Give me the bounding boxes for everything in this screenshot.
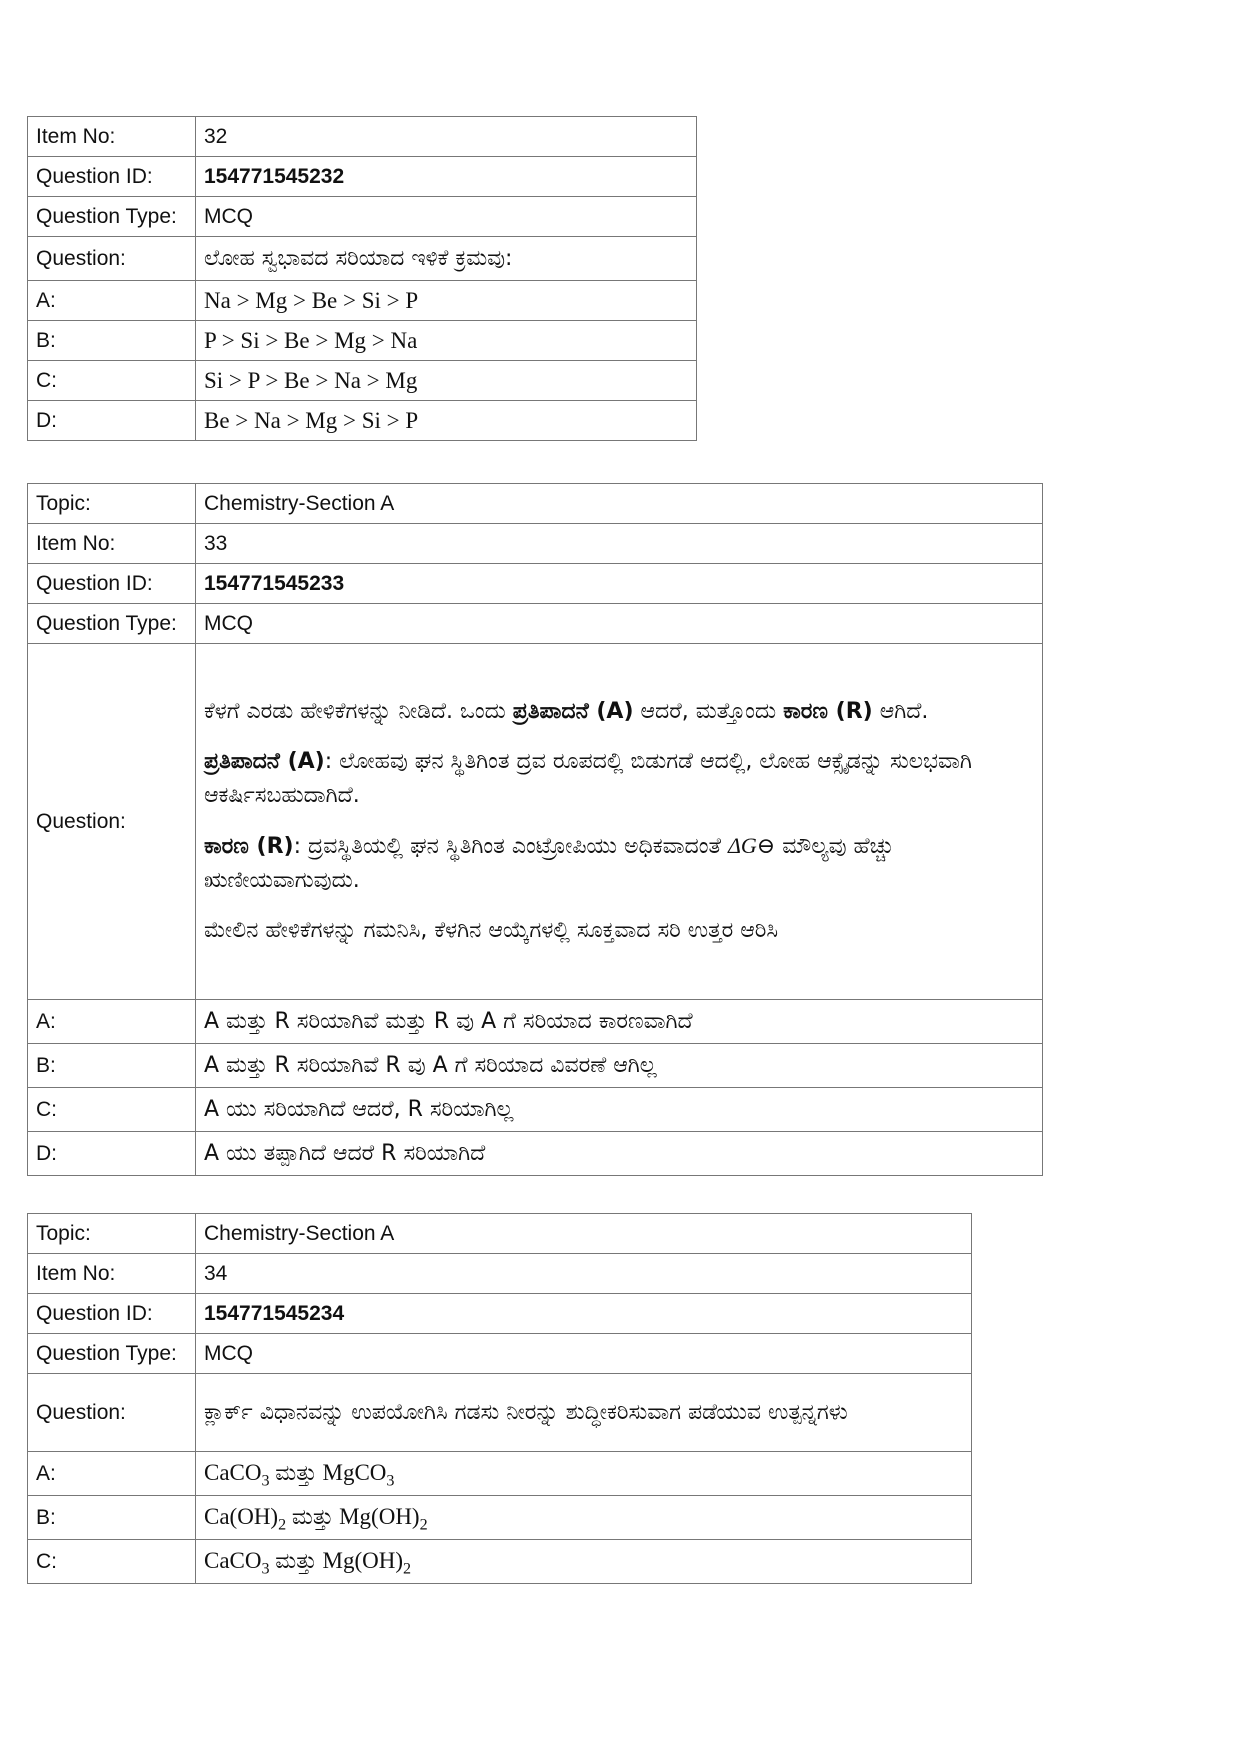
question-33-table — [27, 483, 1043, 1176]
formula-subscript: 2 — [403, 1560, 412, 1578]
option-a-label: A: — [28, 1452, 196, 1496]
question-text: ಲೋಹ ಸ್ವಭಾವದ ಸರಿಯಾದ ಇಳಿಕೆ ಕ್ರಮವು: — [196, 237, 697, 281]
question-id-label: Question ID: — [28, 564, 196, 604]
delta-g-symbol: ΔG⊖ — [727, 833, 776, 858]
topic-value: Chemistry-Section A — [196, 1214, 972, 1254]
question-id-label: Question ID: — [28, 1294, 196, 1334]
formula-part: Mg(OH) — [339, 1503, 420, 1529]
intro-text-3: ಆಗಿದೆ. — [879, 699, 929, 724]
item-no-label: Item No: — [28, 524, 196, 564]
option-d-text: A ಯು ತಪ್ಪಾಗಿದೆ ಆದರೆ R ಸರಿಯಾಗಿದೆ — [196, 1132, 1043, 1176]
intro-text-1: ಕೆಳಗೆ ಎರಡು ಹೇಳಿಕೆಗಳನ್ನು ನೀಡಿದೆ. ಒಂದು — [204, 699, 506, 724]
question-text: ಕ್ಲಾರ್ಕ್ ವಿಧಾನವನ್ನು ಉಪಯೋಗಿಸಿ ಗಡಸು ನೀರನ್ನು ಶುದ್ಧೀಕರಿಸುವಾಗ ಪಡೆಯುವ ಉತ್ಪನ್ನಗಳು — [196, 1374, 972, 1452]
question-body — [196, 644, 1043, 1000]
assertion-label: ಪ್ರತಿಪಾದನೆ (A) — [204, 749, 325, 774]
instruction-text: ಮೇಲಿನ ಹೇಳಿಕೆಗಳನ್ನು ಗಮನಿಸಿ, ಕೆಳಗಿನ ಆಯ್ಕೆಗಳಲ್ಲಿ ಸೂಕ್ತವಾದ ಸರಿ ಉತ್ತರ ಆರಿಸಿ — [204, 918, 779, 943]
formula-part: CaCO — [204, 1459, 262, 1485]
question-label: Question: — [28, 237, 196, 281]
question-type-value: MCQ — [196, 604, 1043, 644]
question-34-table — [27, 1213, 972, 1584]
option-c-text: Si > P > Be > Na > Mg — [196, 361, 697, 401]
option-b-label: B: — [28, 321, 196, 361]
formula-part: Mg(OH) — [322, 1547, 403, 1573]
question-id-value: 154771545232 — [196, 157, 697, 197]
question-id-value: 154771545234 — [196, 1294, 972, 1334]
intro-text-2: ಆದರೆ, ಮತ್ತೊಂದು — [640, 699, 777, 724]
question-label: Question: — [28, 644, 196, 1000]
question-intro — [204, 691, 1034, 733]
option-c-label: C: — [28, 361, 196, 401]
option-a-text: A ಮತ್ತು R ಸರಿಯಾಗಿವೆ ಮತ್ತು R ವು A ಗೆ ಸರಿಯಾದ ಕಾರಣವಾಗಿದೆ — [196, 1000, 1043, 1044]
intro-assertion: ಪ್ರತಿಪಾದನೆ (A) — [512, 699, 634, 724]
reason-text: : ದ್ರವಸ್ಥಿತಿಯಲ್ಲಿ ಘನ ಸ್ಥಿತಿಗಿಂತ ಎಂಟ್ರೋಪಿಯು ಅಧಿಕವಾದಂತೆ — [293, 834, 721, 859]
option-d-label: D: — [28, 1132, 196, 1176]
question-type-value: MCQ — [196, 197, 697, 237]
question-id-value: 154771545233 — [196, 564, 1043, 604]
conjunction: ಮತ್ತು — [275, 1548, 317, 1574]
item-no-value: 33 — [196, 524, 1043, 564]
question-type-label: Question Type: — [28, 604, 196, 644]
option-b-text — [196, 1496, 972, 1540]
assertion-statement — [204, 741, 1034, 817]
option-b-label: B: — [28, 1044, 196, 1088]
option-b-label: B: — [28, 1496, 196, 1540]
option-a-text: Na > Mg > Be > Si > P — [196, 281, 697, 321]
formula-part: MgCO — [322, 1459, 387, 1485]
option-c-label: C: — [28, 1088, 196, 1132]
formula-subscript: 2 — [278, 1516, 287, 1534]
question-type-label: Question Type: — [28, 197, 196, 237]
option-a-label: A: — [28, 1000, 196, 1044]
formula-subscript: 2 — [419, 1516, 428, 1534]
option-b-text: A ಮತ್ತು R ಸರಿಯಾಗಿವೆ R ವು A ಗೆ ಸರಿಯಾದ ವಿವರಣೆ ಆಗಿಲ್ಲ — [196, 1044, 1043, 1088]
option-c-text: A ಯು ಸರಿಯಾಗಿದೆ ಆದರೆ, R ಸರಿಯಾಗಿಲ್ಲ — [196, 1088, 1043, 1132]
item-no-value: 32 — [196, 117, 697, 157]
topic-label: Topic: — [28, 484, 196, 524]
assertion-text: : ಲೋಹವು ಘನ ಸ್ಥಿತಿಗಿಂತ ದ್ರವ ರೂಪದಲ್ಲಿ ಬಿಡುಗಡೆ ಆದಲ್ಲಿ, ಲೋಹ ಆಕ್ಸೈಡನ್ನು ಸುಲಭವಾಗಿ ಆಕರ್ಷಿಸಬಹುದಾಗಿದೆ. — [204, 749, 972, 808]
conjunction: ಮತ್ತು — [291, 1504, 334, 1530]
formula-part: CaCO — [204, 1547, 262, 1573]
question-id-label: Question ID: — [28, 157, 196, 197]
item-no-label: Item No: — [28, 117, 196, 157]
question-type-value: MCQ — [196, 1334, 972, 1374]
option-a-label: A: — [28, 281, 196, 321]
reason-label: ಕಾರಣ (R) — [204, 834, 294, 859]
question-label: Question: — [28, 1374, 196, 1452]
formula-subscript: 3 — [261, 1560, 270, 1578]
topic-label: Topic: — [28, 1214, 196, 1254]
option-c-text — [196, 1540, 972, 1584]
formula-subscript: 3 — [261, 1472, 270, 1490]
item-no-value: 34 — [196, 1254, 972, 1294]
conjunction: ಮತ್ತು — [275, 1460, 317, 1486]
formula-part: Ca(OH) — [204, 1503, 279, 1529]
option-b-text: P > Si > Be > Mg > Na — [196, 321, 697, 361]
question-type-label: Question Type: — [28, 1334, 196, 1374]
reason-text-2: ಮೌಲ್ಯವು ಹೆಚ್ಚು ಋಣೀಯವಾಗುವುದು. — [204, 834, 894, 893]
option-a-text — [196, 1452, 972, 1496]
reason-statement — [204, 825, 1034, 902]
item-no-label: Item No: — [28, 1254, 196, 1294]
option-d-label: D: — [28, 401, 196, 441]
formula-subscript: 3 — [386, 1472, 395, 1490]
option-d-text: Be > Na > Mg > Si > P — [196, 401, 697, 441]
option-c-label: C: — [28, 1540, 196, 1584]
intro-reason: ಕಾರಣ (R) — [783, 699, 873, 724]
topic-value: Chemistry-Section A — [196, 484, 1043, 524]
question-32-table — [27, 116, 697, 441]
